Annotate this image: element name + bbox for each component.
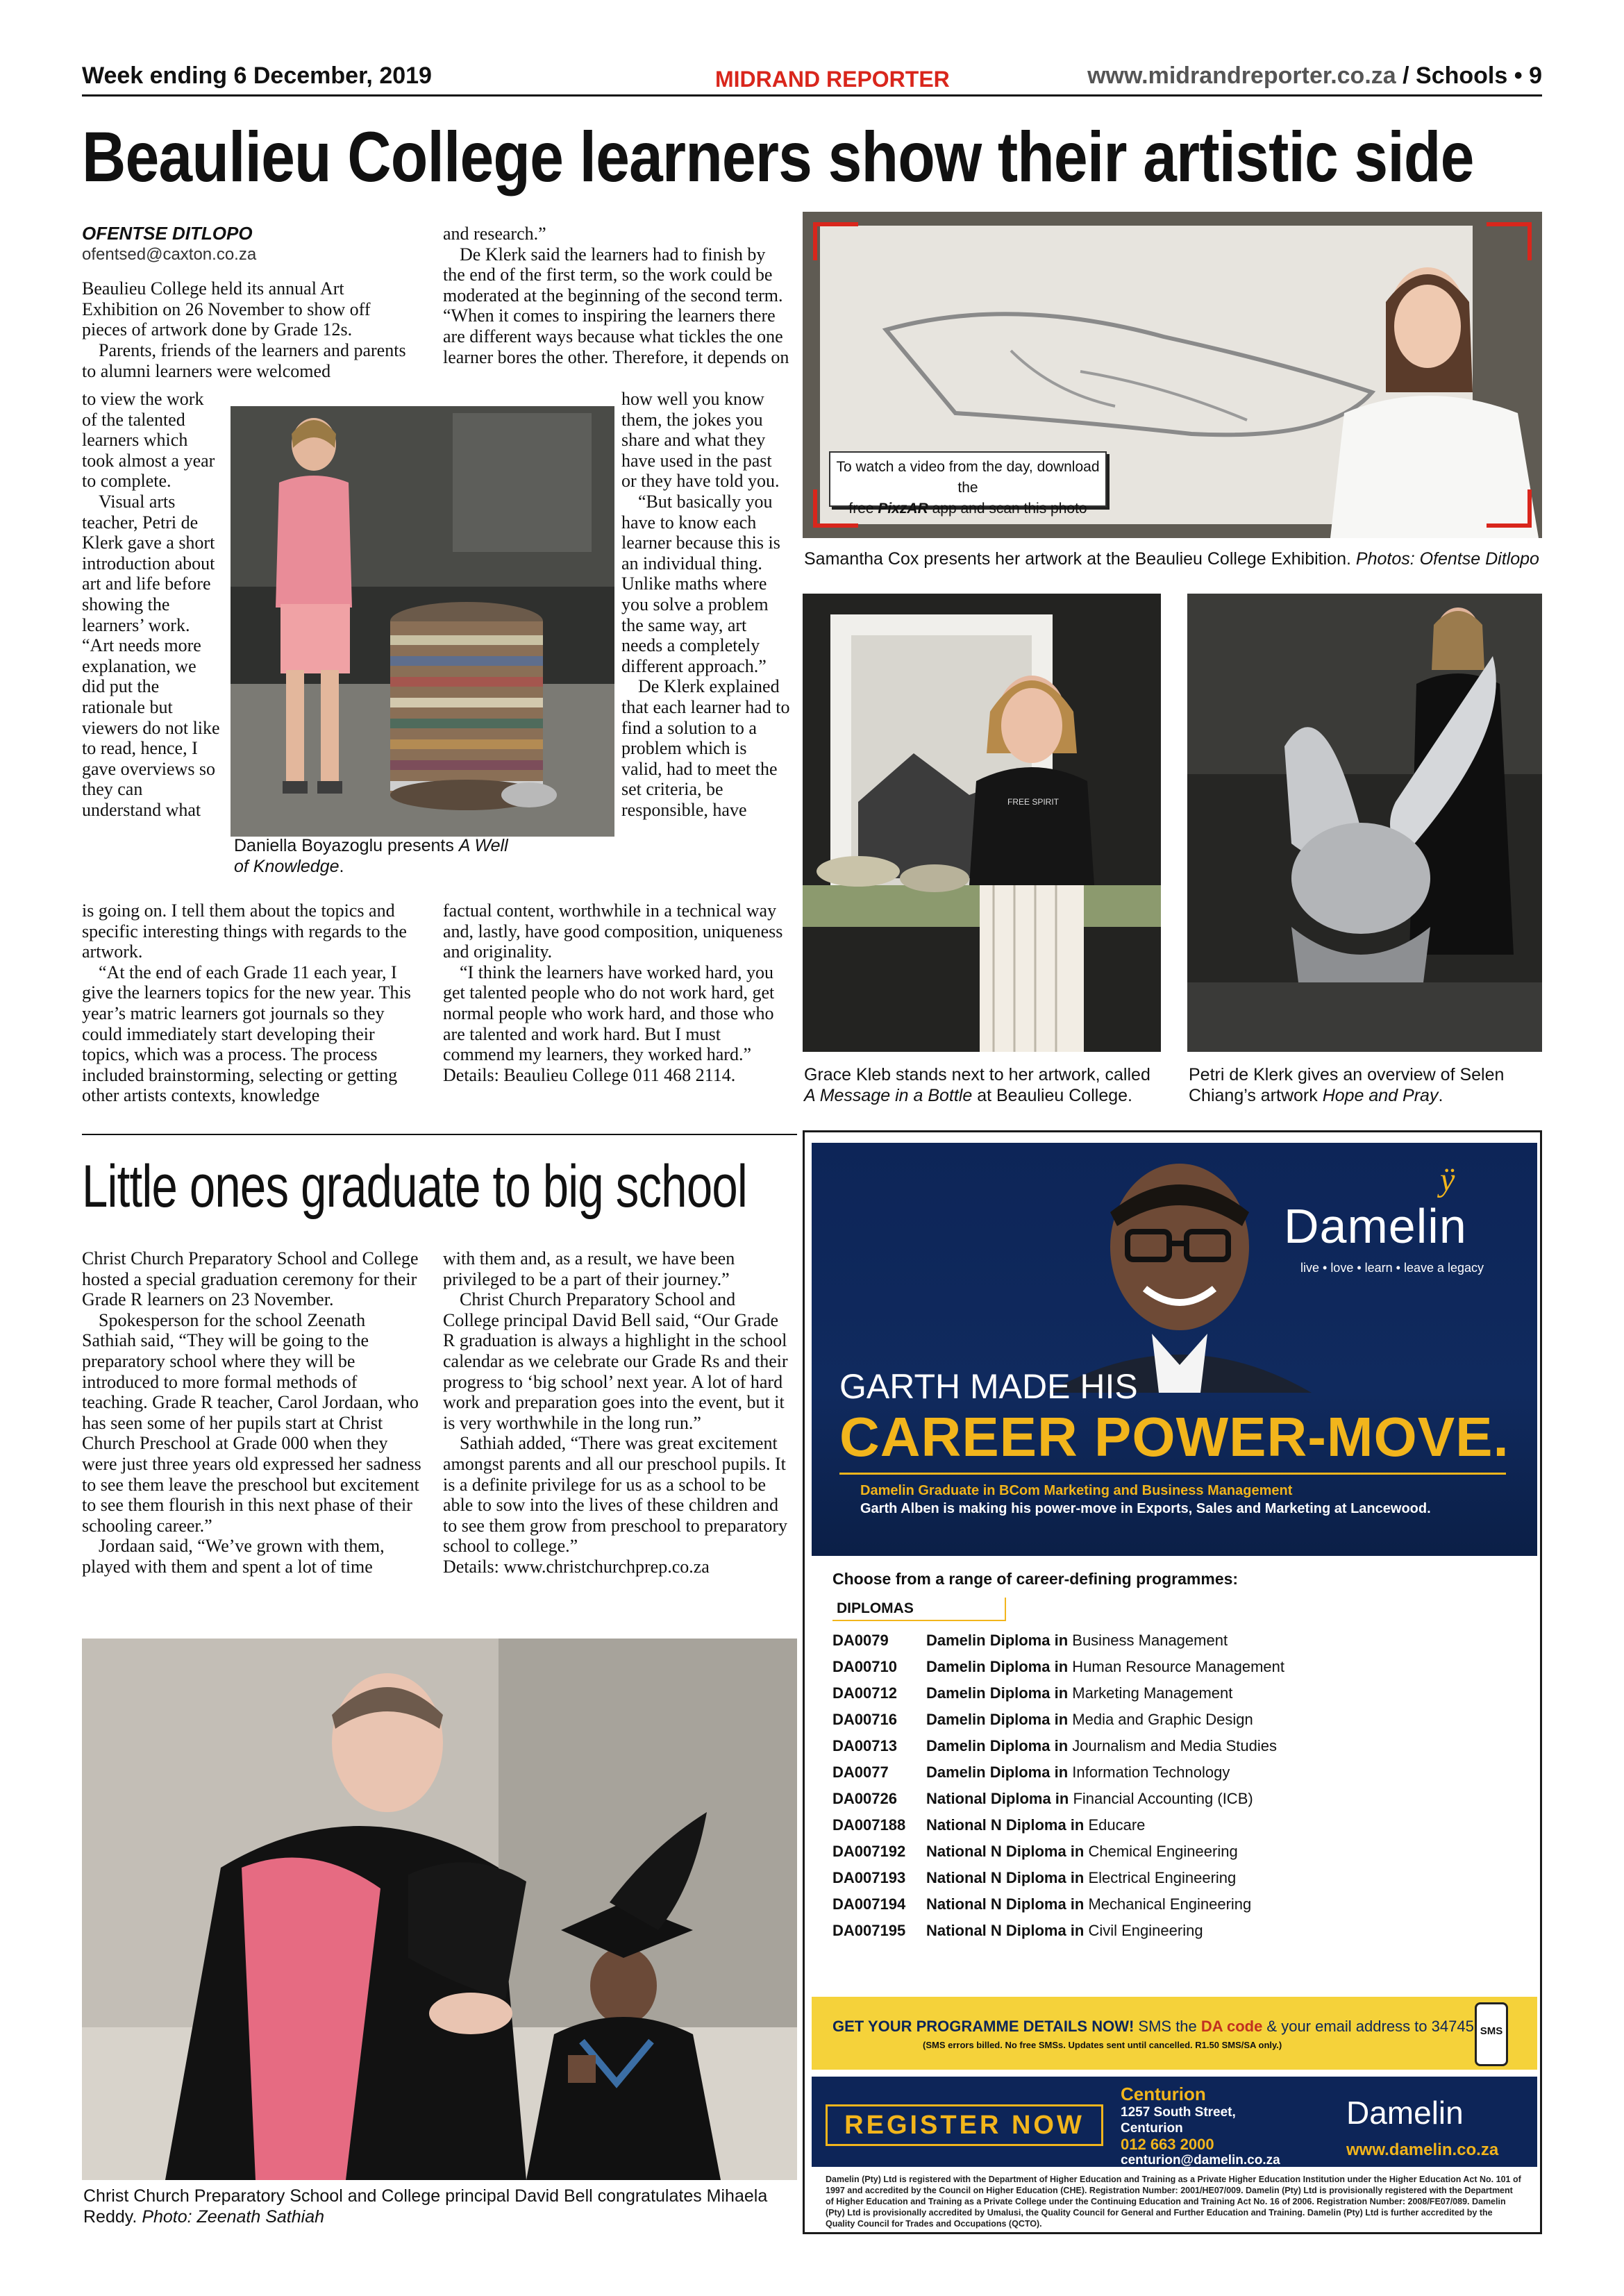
ad-sub2: Garth Alben is making his power-move in Exports, Sales and Marketing at Lancewood. — [860, 1501, 1431, 1516]
section-page: / Schools • 9 — [1403, 62, 1542, 89]
byline: OFENTSE DITLOPO — [82, 223, 253, 244]
paragraph: “At the end of each Grade 11 each year, I give the learners topics for the new year. This year’s matric learners got journals so they could immediately start developing their topics, which was a process. The process included brainstorming, selecting or getting other artists contexts, knowledge — [82, 962, 411, 1106]
ad-hero — [812, 1143, 1537, 1556]
programme-type: National N Diploma in — [926, 1843, 1089, 1860]
ad-diplomas-label: DIPLOMAS — [832, 1598, 1006, 1621]
phone-icon — [1475, 2002, 1508, 2066]
ad-sub1: Damelin Graduate in BCom Marketing and Business Management — [860, 1483, 1293, 1498]
article1-col2-narrow — [621, 389, 790, 820]
article1-col1-bottom — [82, 900, 422, 1106]
sms-text: SMS the — [1134, 2018, 1201, 2035]
paragraph: with them and, as a result, we have been privileged to be a part of their journey.” — [443, 1248, 735, 1289]
caption-italic: Hope and Pray — [1322, 1086, 1439, 1105]
ad-brand: Damelin — [1284, 1199, 1467, 1253]
caption-graduation — [83, 2186, 798, 2227]
programme-type: National N Diploma in — [926, 1869, 1089, 1886]
paragraph: Details: www.christchurchprep.co.za — [443, 1556, 710, 1577]
article1-col1-narrow — [82, 389, 221, 820]
caption-text: at Beaulieu College. — [972, 1086, 1132, 1105]
programme-code: DA00710 — [832, 1658, 897, 1675]
programme-row — [832, 1733, 1513, 1759]
caption-italic: Photo: Zeenath Sathiah — [142, 2207, 325, 2227]
ad-footer — [812, 2077, 1537, 2167]
paragraph: Christ Church Preparatory School and College hosted a special graduation ceremony for their Grade R learners on 23 November. — [82, 1248, 419, 1310]
paragraph: De Klerk said the learners had to finish by the end of the first term, so the work could be moderated at the beginning of the second term. “When it comes to inspiring the learners there are different ways because what tickles the one learner bores the other. Therefore, it depends on — [443, 244, 789, 367]
address-line: Centurion — [1121, 2121, 1183, 2136]
programme-type: National N Diploma in — [926, 1816, 1089, 1834]
caption-text: Christ Church Preparatory School and College principal David Bell congratulates Mihaela Reddy. — [83, 2186, 768, 2227]
pixzar-text: free — [848, 501, 878, 517]
paragraph: Christ Church Preparatory School and College principal David Bell said, “Our Grade R graduation is always a highlight in the school calendar as we celebrate our Grade Rs and their progress to ‘big school’ next year. A lot of hard work and preparation goes into the event, but it is very worthwhile in the long run.” — [443, 1289, 788, 1433]
sms-main — [832, 2018, 1474, 2036]
ad-tagline: live • love • learn • leave a legacy — [1300, 1261, 1484, 1275]
sms-text: & your email address to 34745 — [1262, 2018, 1474, 2035]
paragraph: to view the work of the talented learners which took almost a year to complete. — [82, 389, 215, 492]
programme-name: Educare — [1088, 1816, 1146, 1834]
programme-row — [832, 1680, 1513, 1707]
register-button[interactable]: REGISTER NOW — [826, 2104, 1103, 2146]
phone-label: SMS — [1480, 2025, 1503, 2037]
pixzar-line1: To watch a video from the day, download the — [836, 459, 1100, 496]
article2-headline: Little ones graduate to big school — [82, 1153, 747, 1220]
paragraph: how well you know them, the jokes you share and what they have used in the past or they have told you. — [621, 389, 780, 492]
article2-col2 — [443, 1248, 790, 1577]
ad-fineprint: Damelin (Pty) Ltd is registered with the Department of Higher Education and Training as a Private Higher Education Institution under the Higher Education Act No. 101 of 1997 and accredited by the Council on Higher Education (CHE). Registration Number: 2001/HE07/009. Damelin (Pty) Ltd is provisionally registered with the Department of Higher Education and Training as a Private College under the Continuing Education and Training Act No. 16 of 2006. Registration Number: 2008/FE07/089. Damelin (Pty) Ltd is provisionally accredited by Umalusi, the Quality Council for General and Further Education and Training. Damelin (Pty) Ltd is further accredited by the Quality Council for Trades and Occupations (QCTO). — [826, 2175, 1521, 2229]
programme-code: DA00713 — [832, 1737, 897, 1754]
caption-text: Petri de Klerk gives an overview of Selen Chiang’s artwork — [1189, 1065, 1505, 1105]
pixzar-brand: PixzAR — [878, 501, 928, 517]
footer-brand: Damelin — [1346, 2095, 1464, 2131]
article1-col1-top — [82, 224, 415, 381]
caption-italic: A Message in a Bottle — [804, 1086, 973, 1105]
paragraph: Visual arts teacher, Petri de Klerk gave a short introduction about art and life before showing the learners’ work. “Art needs more explanation, we did put the rationale but viewers do not like to read, hence, I gave overviews so they can understand what — [82, 491, 220, 820]
article2-col1 — [82, 1248, 422, 1577]
caption-daniella: Daniella Boyazoglu presents A Well of Knowledge. — [234, 836, 508, 876]
sms-small: (SMS errors billed. No free SMSs. Updates sent until cancelled. R1.50 SMS/SA only.) — [923, 2040, 1282, 2050]
ad-phone[interactable]: 012 663 2000 — [1121, 2136, 1214, 2153]
programme-row — [832, 1627, 1513, 1654]
pixzar-text: app and scan this photo — [928, 501, 1087, 517]
paragraph: Spokesperson for the school Zeenath Sathiah said, “They will be going to the preparatory school where they will be introduced to more formal methods of teaching. Grade R teacher, Carol Jordaan, who has seen some of her pupils start at Christ Church Preschool at Grade 000 when they were just three years old expressed her sadness to see them leave the preschool but excitement to see them flourish in this next phase of their schooling career.” — [82, 1309, 421, 1536]
programme-code: DA007194 — [832, 1895, 906, 1913]
ad-brand-swoosh-icon: ÿ — [1440, 1162, 1455, 1198]
caption-italic: Photos: Ofentse Ditlopo — [1355, 549, 1539, 569]
programme-code: DA0077 — [832, 1763, 889, 1781]
ad-choose: Choose from a range of career-defining programmes: — [832, 1570, 1239, 1588]
programme-row — [832, 1865, 1513, 1891]
programme-row — [832, 1759, 1513, 1786]
photo-daniella — [231, 406, 614, 837]
paragraph: Jordaan said, “We’ve grown with them, played with them and spent a lot of time — [82, 1536, 385, 1577]
pixzar-line2 — [830, 498, 1105, 519]
ad-email[interactable]: centurion@damelin.co.za — [1121, 2153, 1280, 2168]
paragraph: Details: Beaulieu College 011 468 2114. — [443, 1064, 736, 1085]
programme-row — [832, 1812, 1513, 1838]
paragraph: “But basically you have to know each learner because this is an individual thing. Unlike maths where you solve a problem the same way, art needs a completely different approach.” — [621, 491, 780, 676]
article1-col2-bottom — [443, 900, 790, 1085]
sms-text: GET YOUR PROGRAMME DETAILS NOW! — [832, 2018, 1135, 2035]
programme-row — [832, 1918, 1513, 1944]
paper-name: MIDRAND REPORTER — [715, 67, 950, 92]
programme-type: National N Diploma in — [926, 1922, 1089, 1939]
paragraph: “I think the learners have worked hard, you get talented people who do not work hard, get normal people who work hard, and those who are talented and work hard. But I must commend my learners, they worked hard.” — [443, 962, 775, 1065]
paragraph: Sathiah added, “There was great excitement amongst parents and all our preschool pupils. It is a definite privilege for us as a school to be able to sow into the lives of these children and to see them grow from preschool to preparatory school to college.” — [443, 1433, 788, 1557]
programme-name: Business Management — [1072, 1632, 1228, 1649]
programme-code: DA007195 — [832, 1922, 906, 1939]
paragraph: factual content, worthwhile in a technical way and, lastly, have good composition, uniqueness and originality. — [443, 900, 783, 962]
programme-row — [832, 1891, 1513, 1918]
pixzar-box[interactable] — [829, 451, 1107, 517]
programme-code: DA00726 — [832, 1790, 897, 1807]
ad-headline1: GARTH MADE HIS — [839, 1367, 1138, 1406]
ad-model-art — [1034, 1157, 1325, 1393]
section-rule — [82, 1134, 797, 1135]
caption-petri: Petri de Klerk gives an overview of Selen Chiang’s artwork Hope and Pray. — [1189, 1065, 1505, 1105]
programme-type: Damelin Diploma in — [926, 1737, 1073, 1754]
campus-name: Centurion — [1121, 2084, 1206, 2104]
graduation-photo-art — [82, 1639, 797, 2180]
damelin-advert[interactable] — [803, 1130, 1542, 2234]
caption-samantha — [804, 548, 1543, 569]
programme-list — [832, 1627, 1513, 1944]
header-rule — [82, 94, 1542, 97]
programme-name: Marketing Management — [1072, 1684, 1233, 1702]
programme-name: Chemical Engineering — [1088, 1843, 1238, 1860]
programme-row — [832, 1786, 1513, 1812]
caption-text: Daniella Boyazoglu presents — [234, 836, 459, 855]
programme-name: Journalism and Media Studies — [1072, 1737, 1277, 1754]
programme-type: Damelin Diploma in — [926, 1684, 1073, 1702]
paragraph: Beaulieu College held its annual Art Exhibition on 26 November to show off pieces of artwork done by Grade 12s. — [82, 278, 371, 340]
programme-name: Financial Accounting (ICB) — [1073, 1790, 1253, 1807]
sms-text: DA code — [1200, 2018, 1263, 2035]
programme-type: Damelin Diploma in — [926, 1658, 1073, 1675]
programme-name: Human Resource Management — [1072, 1658, 1284, 1675]
author-email[interactable]: ofentsed@caxton.co.za — [82, 244, 257, 264]
photo-graduation — [82, 1639, 797, 2180]
programme-code: DA00716 — [832, 1711, 897, 1728]
tshirt-print: FREE SPIRIT — [1007, 797, 1060, 807]
footer-website[interactable]: www.damelin.co.za — [1346, 2140, 1499, 2159]
programme-name: Mechanical Engineering — [1088, 1895, 1252, 1913]
caption-text: Grace Kleb stands next to her artwork, called — [804, 1065, 1150, 1084]
paper-url[interactable]: www.midrandreporter.co.za — [1087, 62, 1396, 89]
programme-type: National N Diploma in — [926, 1895, 1089, 1913]
programme-row — [832, 1707, 1513, 1733]
page-folio — [1087, 62, 1542, 90]
sms-banner — [812, 1997, 1537, 2070]
article1-col2-top — [443, 224, 790, 367]
programme-code: DA007188 — [832, 1816, 906, 1834]
photo-grace — [803, 594, 1161, 1052]
address-line: 1257 South Street, — [1121, 2105, 1236, 2120]
caption-text: Samantha Cox presents her artwork at the Beaulieu College Exhibition. — [804, 549, 1356, 569]
photo-petri — [1187, 594, 1542, 1052]
programme-name: Civil Engineering — [1088, 1922, 1203, 1939]
paragraph: is going on. I tell them about the topics and specific interesting things with regards to the artwork. — [82, 900, 407, 962]
caption-grace — [804, 1064, 1165, 1106]
programme-type: Damelin Diploma in — [926, 1763, 1073, 1781]
programme-code: DA0079 — [832, 1632, 889, 1649]
petri-photo-art — [1187, 594, 1542, 1052]
programme-type: Damelin Diploma in — [926, 1632, 1073, 1649]
ad-headline-rule — [839, 1473, 1506, 1475]
programme-type: National Diploma in — [926, 1790, 1073, 1807]
programme-name: Information Technology — [1072, 1763, 1230, 1781]
programme-name: Media and Graphic Design — [1072, 1711, 1253, 1728]
grace-photo-art — [803, 594, 1161, 1052]
paragraph: De Klerk explained that each learner had to find a solution to a problem which is valid, had to meet the set criteria, be responsible, have — [621, 676, 790, 820]
issue-date: Week ending 6 December, 2019 — [82, 62, 432, 89]
programme-row — [832, 1838, 1513, 1865]
programme-code: DA007192 — [832, 1843, 906, 1860]
ad-headline2: CAREER POWER-MOVE. — [839, 1406, 1509, 1468]
programme-row — [832, 1654, 1513, 1680]
campus-block — [1121, 2084, 1280, 2168]
programme-code: DA00712 — [832, 1684, 897, 1702]
daniella-photo-art — [231, 406, 614, 837]
programme-type: Damelin Diploma in — [926, 1711, 1073, 1728]
photo-samantha — [803, 212, 1542, 538]
article1-headline: Beaulieu College learners show their artistic side — [82, 117, 1474, 196]
caption-italic: A Well of Knowledge — [234, 836, 508, 876]
programme-code: DA007193 — [832, 1869, 906, 1886]
paragraph: Parents, friends of the learners and parents to alumni learners were welcomed — [82, 340, 406, 381]
paragraph: and research.” — [443, 224, 546, 244]
programme-name: Electrical Engineering — [1088, 1869, 1237, 1886]
